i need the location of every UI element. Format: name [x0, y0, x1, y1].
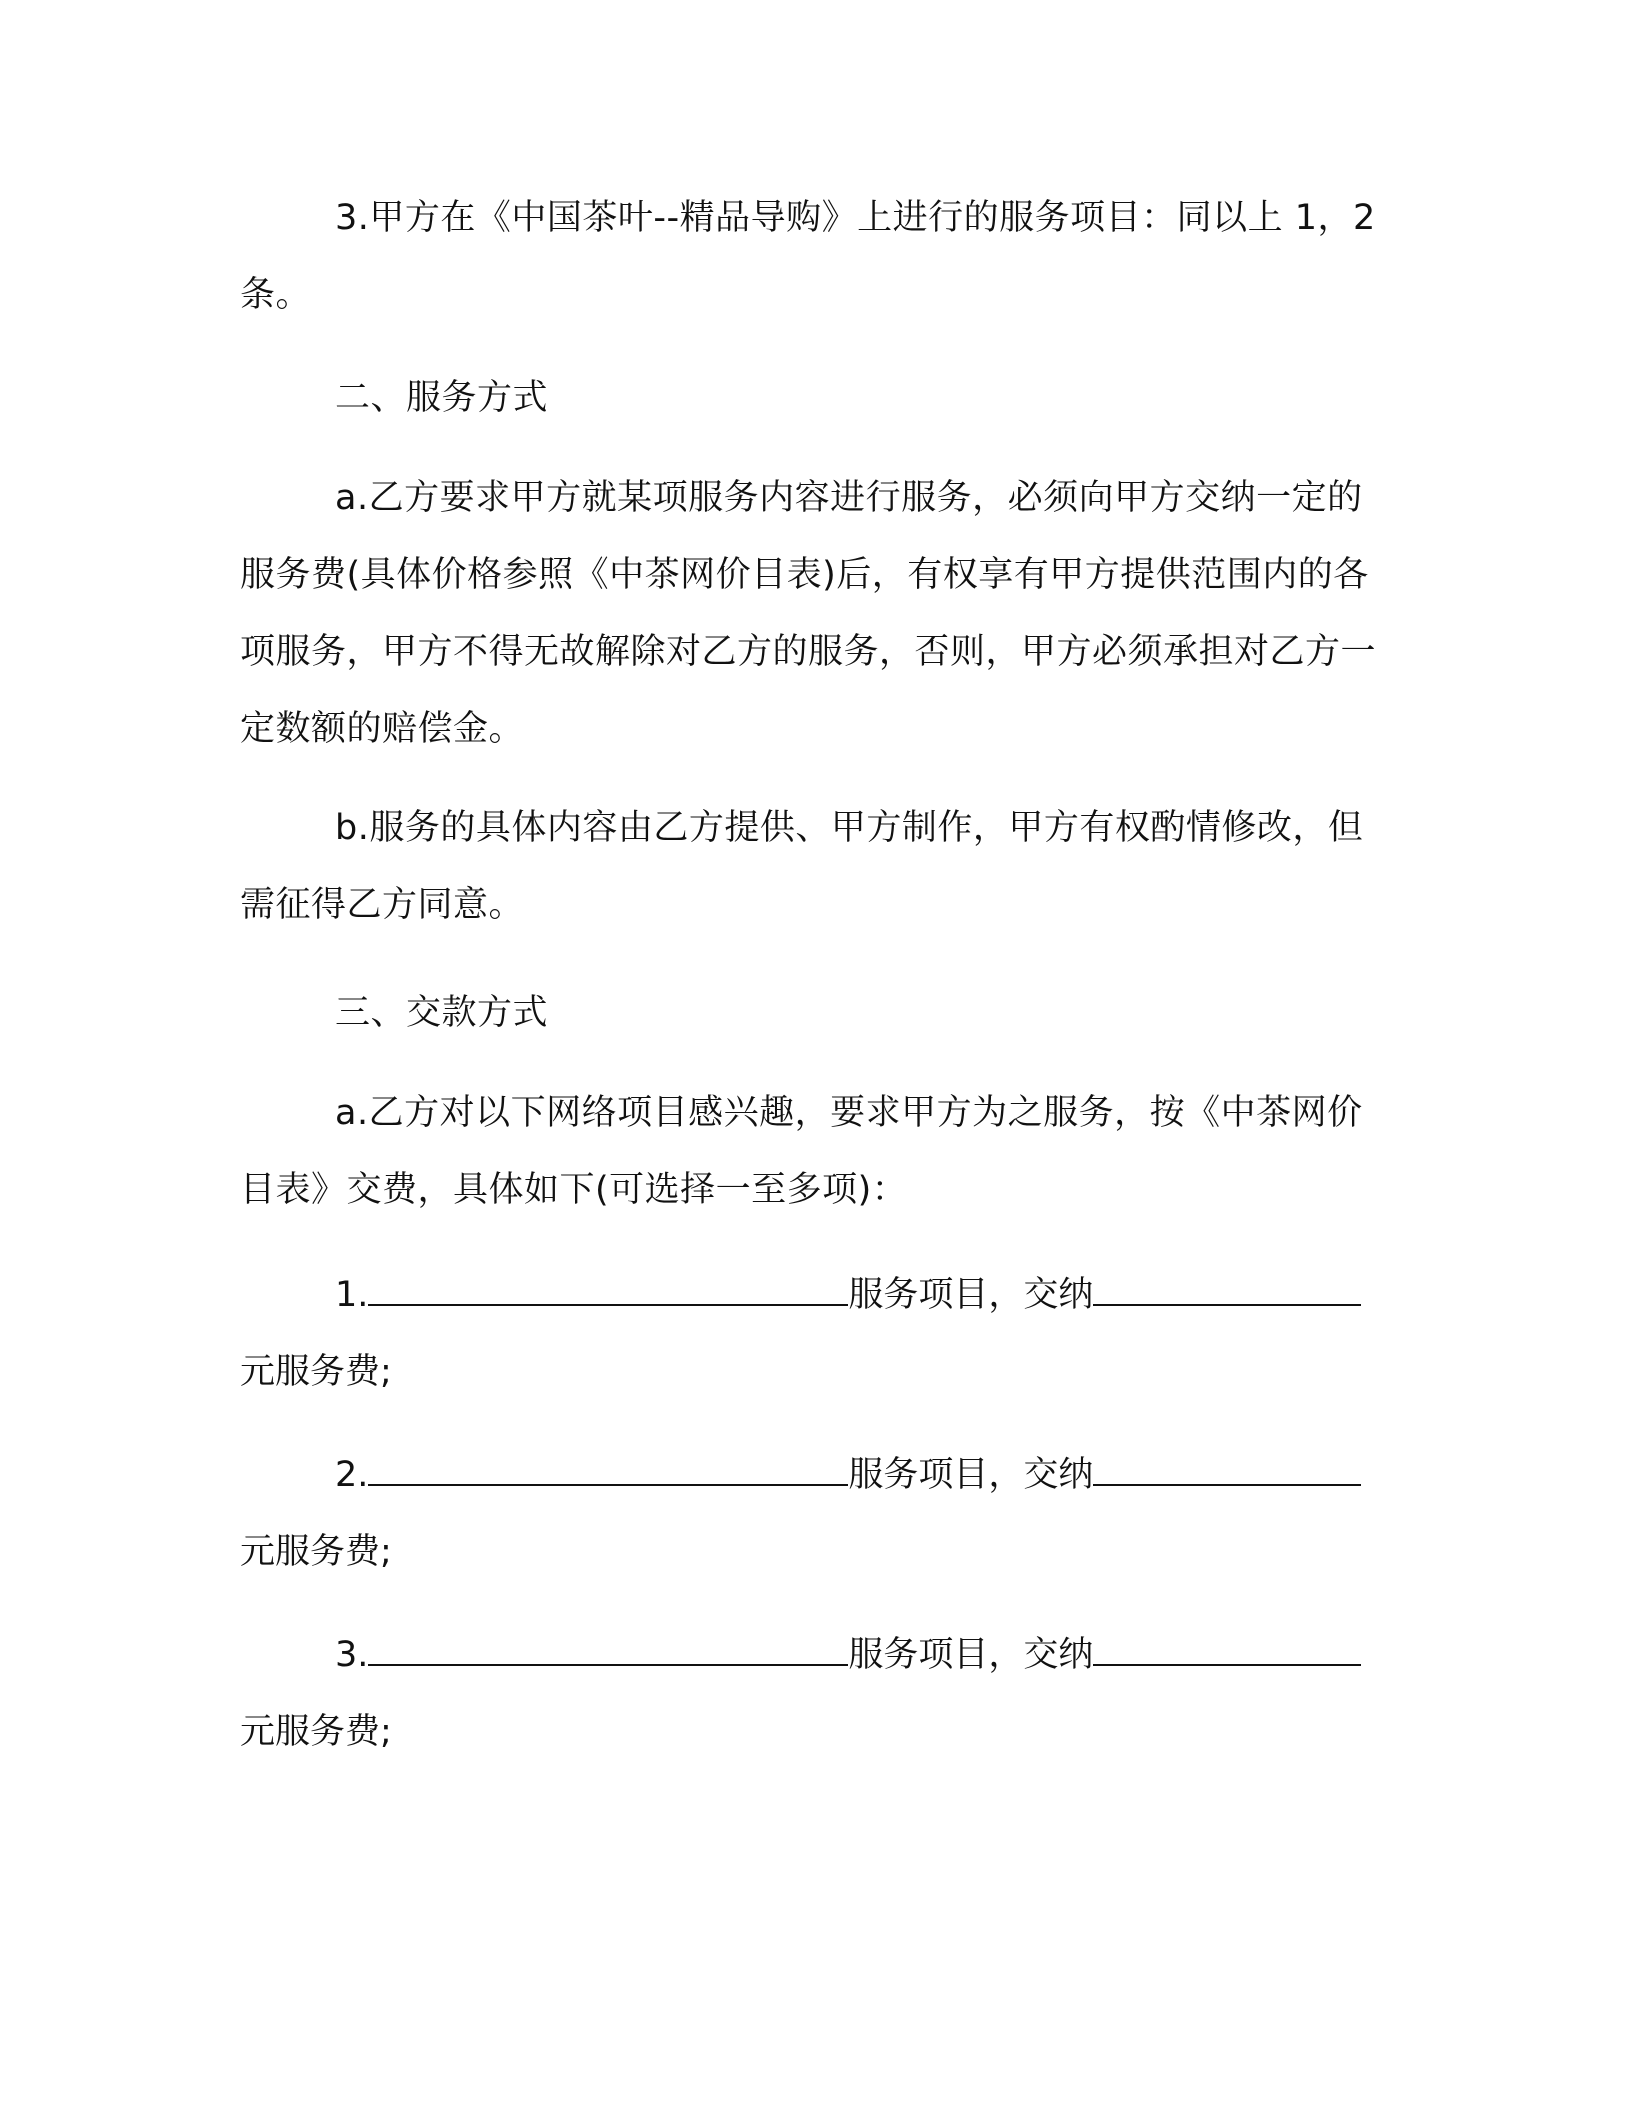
fee-item-end-text: 元服务费;: [240, 1532, 392, 1572]
fee-item-2: [240, 1437, 1385, 1591]
fee-item-number: 1.: [335, 1275, 369, 1315]
section-2-clause-a: a.乙方要求甲方就某项服务内容进行服务，必须向甲方交纳一定的服务费(具体价格参照《中茶网价目表)后，有权享有甲方提供范围内的各项服务，甲方不得无故解除对乙方的服务，否则，甲方必须承担对乙方一定数额的赔偿金。: [240, 478, 1377, 749]
fee-item-mid-text: 服务项目，交纳: [848, 1455, 1094, 1495]
fee-item-number: 2.: [335, 1455, 369, 1495]
fee-amount-blank[interactable]: [1093, 1634, 1361, 1666]
service-item-blank[interactable]: [368, 1274, 848, 1306]
fee-item-mid-text: 服务项目，交纳: [848, 1635, 1094, 1675]
service-item-blank[interactable]: [368, 1634, 848, 1666]
fee-item-3: [240, 1617, 1385, 1771]
section-3-clause-a: a.乙方对以下网络项目感兴趣，要求甲方为之服务，按《中茶网价目表》交费，具体如下(可选择一至多项)：: [240, 1093, 1363, 1210]
fee-item-end-text: 元服务费;: [240, 1352, 392, 1392]
service-item-blank[interactable]: [368, 1454, 848, 1486]
section-2-clause-b: b.服务的具体内容由乙方提供、甲方制作，甲方有权酌情修改，但需征得乙方同意。: [240, 808, 1364, 925]
fee-item-end-text: 元服务费;: [240, 1712, 392, 1752]
fee-amount-blank[interactable]: [1093, 1454, 1361, 1486]
fee-item-mid-text: 服务项目，交纳: [848, 1275, 1094, 1315]
fee-item-1: [240, 1257, 1385, 1411]
section-3-heading: 三、交款方式: [335, 993, 549, 1033]
clause-item-3: 3.甲方在《中国茶叶--精品导购》上进行的服务项目：同以上 1，2 条。: [240, 198, 1376, 315]
fee-amount-blank[interactable]: [1093, 1274, 1361, 1306]
section-2-heading: 二、服务方式: [335, 378, 549, 418]
fee-item-number: 3.: [335, 1635, 369, 1675]
